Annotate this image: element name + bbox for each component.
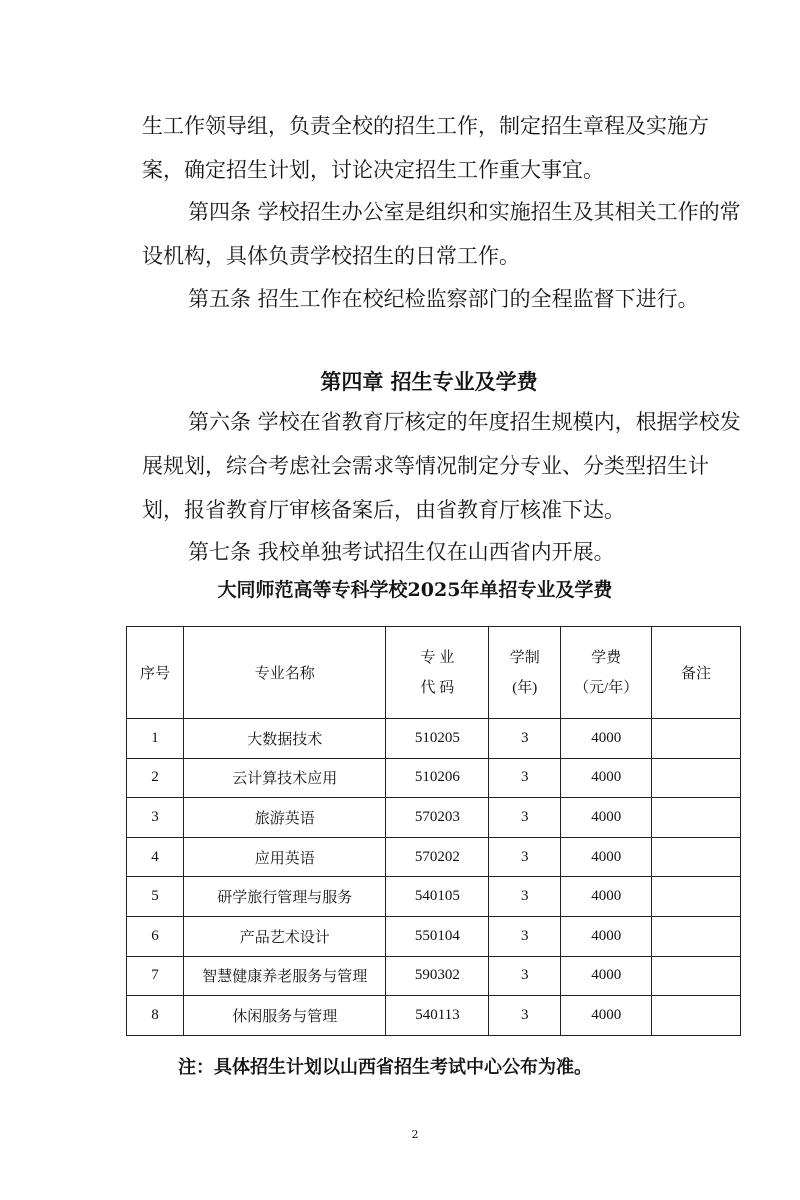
cell-years: 3 (489, 758, 561, 798)
table-row (127, 916, 741, 956)
cell-years: 3 (489, 996, 561, 1036)
cell-remark (652, 719, 741, 759)
header-years-line2: (年) (512, 679, 538, 696)
cell-remark (652, 837, 741, 877)
cell-no: 5 (127, 877, 184, 917)
cell-years: 3 (489, 956, 561, 996)
table-row (127, 798, 741, 838)
cell-fee: 4000 (561, 916, 652, 956)
cell-remark (652, 916, 741, 956)
paragraph-article-7: 第七条 我校单独考试招生仅在山西省内开展。 (188, 540, 615, 564)
cell-years: 3 (489, 798, 561, 838)
table-title: 大同师范高等专科学校2025年单招专业及学费 (217, 579, 613, 601)
cell-fee: 4000 (561, 996, 652, 1036)
header-major-name: 专业名称 (183, 627, 386, 719)
header-fee (561, 627, 652, 719)
cell-fee: 4000 (561, 758, 652, 798)
cell-major-code: 510206 (386, 758, 489, 798)
cell-remark (652, 956, 741, 996)
cell-no: 4 (127, 837, 184, 877)
table-row (127, 758, 741, 798)
header-remark: 备注 (652, 627, 741, 719)
cell-fee: 4000 (561, 798, 652, 838)
header-fee-line2: （元/年） (574, 679, 639, 696)
header-years-line1: 学制 (509, 649, 540, 666)
header-years (489, 627, 561, 719)
cell-years: 3 (489, 877, 561, 917)
paragraph-article-5: 第五条 招生工作在校纪检监察部门的全程监督下进行。 (188, 287, 699, 311)
paragraph-leadership-group: 生工作领导组，负责全校的招生工作，制定招生章程及实施方案，确定招生计划，讨论决定招生工作重大事宜。 (142, 114, 709, 182)
table-row (127, 877, 741, 917)
page-number: 2 (411, 1128, 419, 1141)
header-no: 序号 (127, 627, 184, 719)
cell-major-name: 大数据技术 (183, 719, 386, 759)
cell-fee: 4000 (561, 956, 652, 996)
cell-major-code: 550104 (386, 916, 489, 956)
cell-remark (652, 877, 741, 917)
cell-major-code: 540105 (386, 877, 489, 917)
table-row (127, 837, 741, 877)
paragraph-article-4: 第四条 学校招生办公室是组织和实施招生及其相关工作的常设机构，具体负责学校招生的日常工作。 (142, 200, 741, 268)
cell-fee: 4000 (561, 837, 652, 877)
table-row (127, 996, 741, 1036)
cell-major-name: 应用英语 (183, 837, 386, 877)
cell-major-name: 智慧健康养老服务与管理 (183, 956, 386, 996)
cell-no: 2 (127, 758, 184, 798)
majors-fee-table (126, 626, 741, 1036)
cell-no: 7 (127, 956, 184, 996)
cell-major-name: 旅游英语 (183, 798, 386, 838)
cell-major-code: 510205 (386, 719, 489, 759)
cell-major-code: 540113 (386, 996, 489, 1036)
header-fee-line1: 学费 (591, 649, 622, 666)
cell-major-name: 云计算技术应用 (183, 758, 386, 798)
cell-fee: 4000 (561, 719, 652, 759)
cell-years: 3 (489, 719, 561, 759)
cell-remark (652, 798, 741, 838)
header-code-line2: 代 码 (420, 679, 455, 696)
header-major-code (386, 627, 489, 719)
cell-remark (652, 996, 741, 1036)
cell-major-code: 590302 (386, 956, 489, 996)
cell-no: 6 (127, 916, 184, 956)
cell-fee: 4000 (561, 877, 652, 917)
cell-remark (652, 758, 741, 798)
cell-major-name: 产品艺术设计 (183, 916, 386, 956)
cell-years: 3 (489, 837, 561, 877)
cell-no: 1 (127, 719, 184, 759)
table-row (127, 719, 741, 759)
cell-no: 3 (127, 798, 184, 838)
header-code-line1: 专 业 (420, 649, 455, 666)
cell-major-code: 570202 (386, 837, 489, 877)
table-header-row (127, 627, 741, 719)
cell-major-name: 休闲服务与管理 (183, 996, 386, 1036)
cell-major-code: 570203 (386, 798, 489, 838)
table-row (127, 956, 741, 996)
footnote: 注：具体招生计划以山西省招生考试中心公布为准。 (178, 1057, 592, 1078)
chapter-heading: 第四章 招生专业及学费 (320, 370, 538, 394)
cell-major-name: 研学旅行管理与服务 (183, 877, 386, 917)
paragraph-article-6: 第六条 学校在省教育厅核定的年度招生规模内，根据学校发展规划，综合考虑社会需求等情况制定分专业、分类型招生计划，报省教育厅审核备案后，由省教育厅核准下达。 (142, 410, 741, 522)
cell-no: 8 (127, 996, 184, 1036)
cell-years: 3 (489, 916, 561, 956)
